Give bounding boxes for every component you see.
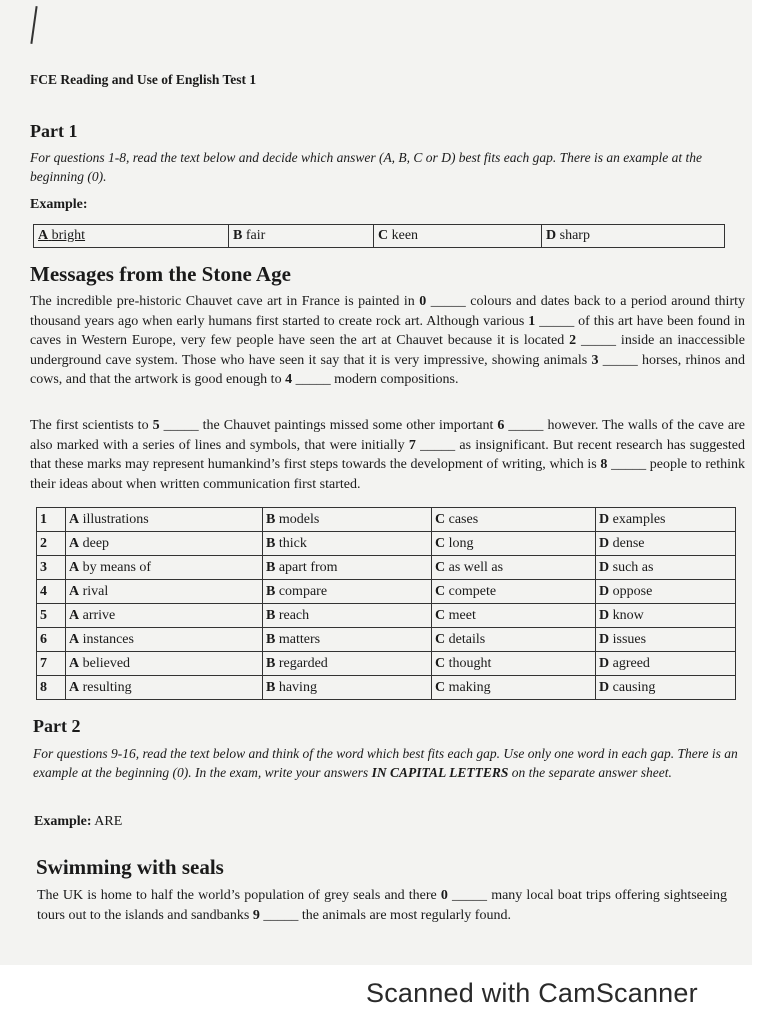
option-d: D oppose (596, 580, 736, 604)
example-option-a: A bright (34, 225, 229, 248)
option-c: C thought (432, 652, 596, 676)
option-b: B apart from (263, 556, 432, 580)
option-a: A rival (66, 580, 263, 604)
text-segment: The first scientists to (30, 418, 153, 433)
option-a: A instances (66, 628, 263, 652)
question-row (37, 508, 736, 532)
example-options-table (33, 224, 725, 248)
question-row (37, 676, 736, 700)
question-number: 2 (37, 532, 66, 556)
gap-number: 8 (600, 457, 608, 472)
option-a: A resulting (66, 676, 263, 700)
option-d: D such as (596, 556, 736, 580)
test-header: FCE Reading and Use of English Test 1 (30, 72, 257, 87)
text-segment: _____ horses, rhinos and cows, and that the artwork is good enough to (30, 352, 745, 387)
part1-example-label: Example: (30, 197, 88, 212)
option-b: B thick (263, 532, 432, 556)
option-b: B compare (263, 580, 432, 604)
option-c: C as well as (432, 556, 596, 580)
text-segment: _____ however. The walls of the cave are also marked with a series of lines and symbols, that were initially (30, 418, 745, 453)
option-a: A believed (66, 652, 263, 676)
part1-paragraph-2 (30, 416, 745, 494)
option-a: A illustrations (66, 508, 263, 532)
part2-example: Example: ARE (34, 814, 123, 829)
question-row (37, 604, 736, 628)
option-b: B having (263, 676, 432, 700)
text-segment: The incredible pre-historic Chauvet cave art in France is painted in (30, 294, 420, 309)
question-row (37, 628, 736, 652)
option-c: C long (432, 532, 596, 556)
option-d: D dense (596, 532, 736, 556)
gap-number: 5 (152, 418, 160, 433)
option-a: A deep (66, 532, 263, 556)
part1-text-title: Messages from the Stone Age (30, 262, 291, 286)
option-b: B reach (263, 604, 432, 628)
option-d: D causing (596, 676, 736, 700)
gap-number: 0 (419, 294, 427, 309)
part1-instructions: For questions 1-8, read the text below and decide which answer (A, B, C or D) best fits each gap. There is an example at the beginning (0). (30, 150, 703, 184)
answer-options-table (36, 507, 736, 700)
gap-number: 4 (285, 372, 293, 387)
text-segment: _____ modern compositions. (292, 372, 459, 387)
option-d: D know (596, 604, 736, 628)
question-number: 1 (37, 508, 66, 532)
question-number: 4 (37, 580, 66, 604)
part2-text-title: Swimming with seals (36, 855, 224, 879)
question-number: 5 (37, 604, 66, 628)
text-segment: _____ many local boat trips offering sightseeing tours out to the islands and sandbanks (37, 888, 728, 923)
text-segment: _____ of this art have been found in caves in Western Europe, very few people have seen the art at Chauvet because it is located (30, 313, 745, 348)
text-segment: _____ the animals are most regularly found. (259, 907, 511, 923)
gap-number: 9 (252, 907, 260, 923)
text-segment: _____ inside an inaccessible underground cave system. Those who have seen it say that it is very impressive, showing animals (30, 333, 745, 368)
gap-number: 3 (591, 352, 599, 368)
question-row (37, 580, 736, 604)
option-d: D examples (596, 508, 736, 532)
example-option-c: C keen (374, 225, 542, 248)
option-b: B matters (263, 628, 432, 652)
question-row (37, 556, 736, 580)
text-segment: The UK is home to half the world’s population of grey seals and there (37, 888, 441, 903)
text-segment: _____ colours and dates back to a period around thirty thousand years ago when early humans first started to create rock art. Although various (30, 294, 746, 329)
option-d: D issues (596, 628, 736, 652)
text-segment: _____ as insignificant. But recent research has suggested that these marks may represent humankind’s first steps towards the development of writing, which is (30, 437, 746, 472)
part1-paragraph-1 (30, 292, 745, 390)
gap-number: 1 (528, 313, 536, 329)
pen-mark (30, 6, 37, 44)
question-number: 6 (37, 628, 66, 652)
example-option-d: D sharp (542, 225, 725, 248)
question-number: 8 (37, 676, 66, 700)
option-d: D agreed (596, 652, 736, 676)
option-c: C compete (432, 580, 596, 604)
question-number: 3 (37, 556, 66, 580)
part2-heading: Part 2 (33, 716, 81, 736)
gap-number: 7 (408, 437, 416, 453)
option-c: C making (432, 676, 596, 700)
option-a: A by means of (66, 556, 263, 580)
gap-number: 0 (440, 888, 448, 903)
part2-paragraph (37, 886, 727, 925)
text-segment: _____ the Chauvet paintings missed some other important (159, 418, 498, 433)
text-segment: _____ people to rethink their ideas about when written communication first started. (30, 457, 745, 492)
option-b: B models (263, 508, 432, 532)
gap-number: 6 (497, 418, 505, 433)
part2-instructions: For questions 9-16, read the text below and think of the word which best fits each gap. Use only one word in each gap. There is an example at the beginning (0). In the exam, write your answers IN CAPITAL LETTERS on the separate answer sheet. (33, 746, 738, 780)
question-number: 7 (37, 652, 66, 676)
option-c: C cases (432, 508, 596, 532)
part1-heading: Part 1 (30, 121, 78, 141)
option-c: C details (432, 628, 596, 652)
option-a: A arrive (66, 604, 263, 628)
gap-number: 2 (569, 333, 577, 348)
example-option-b: B fair (229, 225, 374, 248)
question-row (37, 532, 736, 556)
camscanner-watermark: Scanned with CamScanner (366, 978, 698, 1008)
option-c: C meet (432, 604, 596, 628)
option-b: B regarded (263, 652, 432, 676)
question-row (37, 652, 736, 676)
